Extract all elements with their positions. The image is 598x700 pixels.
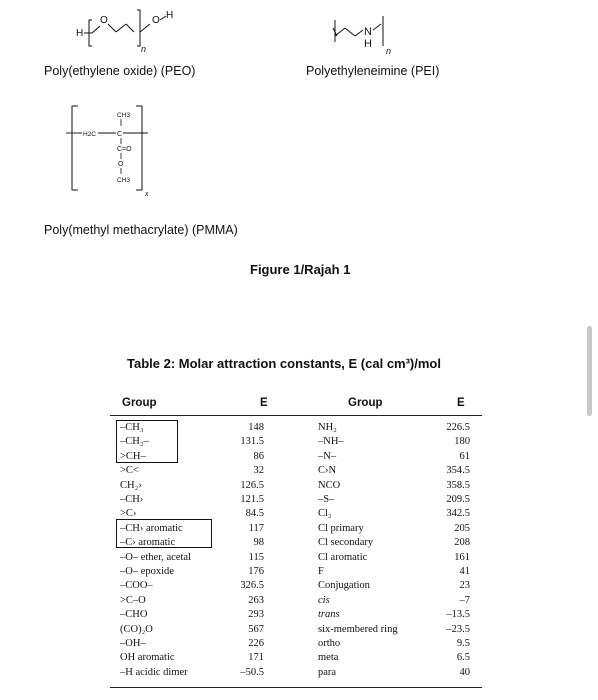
left-group-cell: CH₂› — [120, 479, 142, 491]
left-value-cell: 117 — [248, 522, 264, 534]
pmma-quaternary-carbon: C — [117, 131, 123, 138]
right-value-cell: 40 — [459, 666, 470, 678]
header-e-right: E — [457, 397, 465, 409]
pmma-ch3-bottom: CH3 — [117, 177, 131, 184]
left-value-cell: 126.5 — [240, 479, 264, 491]
left-group-cell: –O– epoxide — [120, 566, 174, 577]
header-group-left: Group — [122, 397, 157, 409]
right-group-cell: six-membered ring — [318, 623, 398, 635]
left-value-cell: 226 — [248, 638, 264, 649]
left-group-cell: OH aromatic — [120, 652, 175, 664]
right-value-cell: –7 — [459, 594, 470, 606]
left-group-cell: –CH₂– — [120, 436, 149, 448]
left-value-cell: 131.5 — [240, 436, 264, 448]
left-group-cell: >C< — [120, 465, 139, 477]
left-value-cell: 32 — [253, 465, 264, 477]
header-e-left: E — [260, 397, 268, 409]
peo-h-right: H — [166, 10, 174, 21]
pmma-carbonyl: C=O — [117, 146, 132, 153]
left-value-cell: –50.5 — [240, 666, 264, 678]
right-value-cell: 9.5 — [456, 638, 470, 649]
right-value-cell: 23 — [459, 580, 470, 592]
left-value-cell: 567 — [248, 623, 264, 635]
right-value-cell: –23.5 — [446, 623, 470, 635]
left-group-cell: (CO)₂O — [120, 623, 153, 635]
right-group-cell: cis — [318, 594, 330, 606]
right-value-cell: 180 — [454, 436, 470, 448]
right-value-cell: 354.5 — [446, 465, 470, 477]
left-group-cell: –CH₃ — [120, 422, 144, 433]
peo-subscript-n: n — [141, 44, 147, 52]
right-value-cell: 161 — [454, 551, 470, 563]
left-group-cell: >C–O — [120, 594, 146, 606]
scrollbar-thumb[interactable] — [587, 326, 592, 416]
right-value-cell: 226.5 — [446, 422, 470, 433]
right-group-cell: Cl₂ — [318, 508, 332, 520]
left-value-cell: 98 — [253, 537, 264, 549]
pmma-skeletal-formula — [60, 102, 180, 202]
left-group-cell: –C› aromatic — [120, 537, 176, 549]
right-group-cell: trans — [318, 609, 340, 621]
left-value-cell: 148 — [248, 422, 264, 433]
right-group-cell: Cl primary — [318, 522, 364, 534]
peo-oxygen-end: O — [152, 15, 160, 26]
right-group-cell: ortho — [318, 638, 341, 649]
right-value-cell: –13.5 — [446, 609, 470, 621]
peo-skeletal-formula — [70, 2, 200, 52]
left-group-cell: –OH– — [120, 638, 146, 649]
right-value-cell: 208 — [454, 537, 470, 549]
left-value-cell: 263 — [248, 594, 264, 606]
left-value-cell: 326.5 — [240, 580, 264, 592]
molar-attraction-table — [110, 395, 482, 689]
right-value-cell: 205 — [454, 522, 470, 534]
right-group-cell: NCO — [318, 479, 341, 491]
pmma-label: Poly(methyl methacrylate) (PMMA) — [44, 223, 238, 237]
left-value-cell: 293 — [248, 609, 264, 621]
bottom-rule — [110, 687, 482, 688]
peo-oxygen: O — [100, 15, 108, 26]
highlight-box-aromatic — [116, 519, 212, 548]
header-group-right: Group — [348, 397, 383, 409]
left-group-cell: –CH› aromatic — [120, 522, 183, 534]
left-group-cell: –H acidic dimer — [120, 666, 188, 678]
right-value-cell: 61 — [459, 450, 470, 462]
right-group-cell: –NH– — [318, 436, 344, 448]
left-group-cell: –CH› — [120, 494, 144, 505]
pei-hydrogen: H — [364, 38, 372, 50]
left-value-cell: 84.5 — [245, 508, 264, 520]
right-group-cell: Cl aromatic — [318, 551, 368, 563]
table-title: Table 2: Molar attraction constants, E (cal cm³)/mol — [127, 356, 441, 371]
left-value-cell: 115 — [248, 551, 264, 563]
right-value-cell: 41 — [459, 566, 470, 577]
right-group-cell: –N– — [318, 450, 337, 462]
highlight-box-aliphatic — [116, 420, 178, 463]
right-value-cell: 209.5 — [446, 494, 470, 505]
right-group-cell: C›N — [318, 465, 337, 477]
left-group-cell: –COO– — [120, 580, 153, 592]
pei-skeletal-formula — [325, 2, 415, 57]
pmma-h2c: H2C — [83, 131, 97, 138]
left-group-cell: –CHO — [120, 609, 148, 621]
right-value-cell: 358.5 — [446, 479, 470, 491]
right-value-cell: 342.5 — [446, 508, 470, 520]
peo-label: Poly(ethylene oxide) (PEO) — [44, 64, 196, 78]
figure-caption: Figure 1/Rajah 1 — [250, 262, 351, 277]
right-group-cell: Cl secondary — [318, 537, 374, 549]
left-value-cell: 121.5 — [240, 494, 264, 505]
right-group-cell: Conjugation — [318, 580, 370, 592]
left-value-cell: 176 — [248, 566, 264, 577]
right-group-cell: F — [318, 566, 324, 577]
right-group-cell: meta — [318, 652, 339, 664]
pmma-ch3-top: CH3 — [117, 112, 131, 119]
right-value-cell: 6.5 — [456, 652, 470, 664]
header-rule — [110, 415, 482, 416]
left-group-cell: >C› — [120, 508, 137, 520]
right-group-cell: –S– — [318, 494, 335, 505]
pei-label: Polyethyleneimine (PEI) — [306, 64, 440, 78]
pei-subscript-n: n — [386, 46, 392, 56]
peo-h-left: H — [76, 28, 84, 39]
left-value-cell: 171 — [248, 652, 264, 664]
left-group-cell: –O– ether, acetal — [120, 551, 191, 563]
right-group-cell: para — [318, 666, 337, 678]
right-group-cell: NH₂ — [318, 422, 337, 433]
left-value-cell: 86 — [253, 450, 264, 462]
pei-nitrogen: N — [364, 26, 372, 38]
left-group-cell: >CH– — [120, 450, 146, 462]
pmma-ester-oxygen: O — [118, 161, 124, 168]
pmma-subscript-x: x — [145, 191, 149, 198]
